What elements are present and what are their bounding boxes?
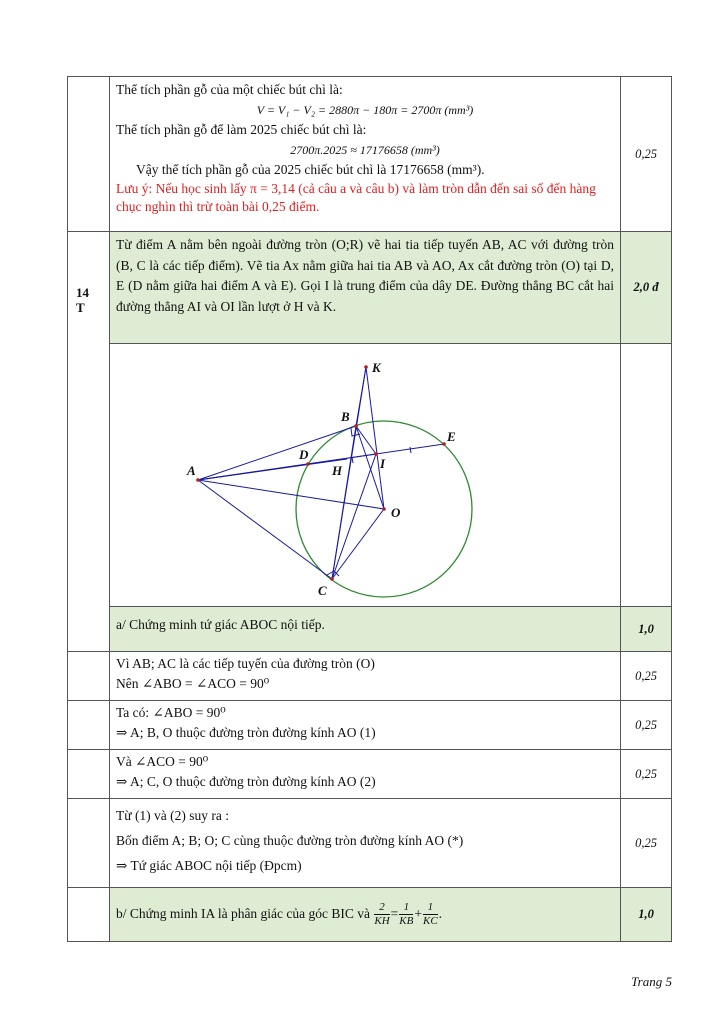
segment-ac: [198, 480, 332, 579]
volume-line2: Thể tích phần gỗ để làm 2025 chiếc bút chì là:: [116, 122, 367, 137]
step-4-line2: Bốn điểm A; B; O; C cùng thuộc đường tròn đường kính AO (*): [116, 833, 464, 848]
tick-di: [352, 457, 353, 463]
point-e: [442, 442, 446, 446]
segment-ok: [366, 367, 384, 509]
step-4-score: 0,25: [621, 799, 672, 888]
step-3-score: 0,25: [621, 750, 672, 799]
label-h: H: [332, 463, 343, 478]
step-3-line1: Và ∠ACO = 90⁰: [116, 754, 209, 769]
part-b-score: 1,0: [621, 888, 672, 942]
part-a-row: [68, 607, 672, 652]
number-cell-empty: [68, 77, 110, 232]
number-cell-empty-2: [68, 701, 110, 750]
point-i: [374, 452, 378, 456]
label-e: E: [447, 429, 456, 444]
volume-row: [68, 77, 672, 232]
part-a-title: a/ Chứng minh tứ giác ABOC nội tiếp.: [116, 617, 325, 632]
fraction-2-kh: $\frac{2}{KH}$: [374, 900, 390, 927]
geometry-figure: [110, 344, 620, 606]
part-b-title: b/ Chứng minh IA là phân giác của góc BIC và $\frac{2}{KH}$ = $\frac{1}{KB}$ + $\frac{1}{KC}$ .: [116, 900, 443, 927]
point-b: [354, 424, 358, 428]
point-k: [364, 365, 368, 369]
label-c: C: [318, 583, 327, 598]
volume-conclusion: Vậy thể tích phần gỗ của 2025 chiếc bút chì là 17176658 (mm³).: [136, 162, 485, 177]
volume-score: 0,25: [621, 77, 672, 232]
figure-row: [68, 344, 672, 607]
step-2-line1: Ta có: ∠ABO = 90⁰: [116, 705, 226, 720]
fraction-1-kc: $\frac{1}{KC}$: [422, 900, 438, 927]
part-a-title-cell: [110, 607, 621, 652]
point-d: [306, 462, 310, 466]
volume-formula2: 2700π.2025 ≈ 17176658 (mm³): [290, 143, 440, 157]
problem-number: 14 T: [68, 232, 110, 652]
label-o: O: [391, 505, 401, 520]
step-1: [110, 652, 621, 701]
step-4-line1: Từ (1) và (2) suy ra :: [116, 808, 230, 823]
label-d: D: [299, 447, 309, 462]
label-i: I: [380, 456, 386, 471]
rounding-note: Lưu ý: Nếu học sinh lấy π = 3,14 (cả câu a và câu b) và làm tròn dẫn đến sai số đến hàng chục nghìn thì trừ toàn bài 0,25 điểm.: [116, 181, 596, 214]
segment-ao: [198, 480, 384, 509]
step-row-4: [68, 799, 672, 888]
point-a: [196, 478, 200, 482]
number-cell-empty-1: [68, 652, 110, 701]
number-cell-empty-5: [68, 888, 110, 942]
step-1-line1: Vì AB; AC là các tiếp tuyến của đường tròn (O): [116, 656, 375, 671]
geometry-svg: [110, 344, 620, 606]
problem-row: [68, 232, 672, 344]
part-a-score: 1,0: [621, 607, 672, 652]
step-3-line2: ⇒ A; C, O thuộc đường tròn đường kính AO (2): [116, 774, 376, 789]
part-b-row: [68, 888, 672, 942]
problem-score: 2,0 đ: [621, 232, 672, 344]
number-cell-empty-3: [68, 750, 110, 799]
volume-formula1: V = V₁ − V₂ = 2880π − 180π = 2700π (mm³): [256, 103, 474, 117]
volume-line1: Thể tích phần gỗ của một chiếc bút chì là:: [116, 82, 343, 97]
point-c: [330, 577, 334, 581]
segment-co: [332, 509, 384, 579]
step-2-score: 0,25: [621, 701, 672, 750]
step-4-line3: ⇒ Tứ giác ABOC nội tiếp (Đpcm): [116, 858, 302, 873]
step-row-2: [68, 701, 672, 750]
step-2-line2: ⇒ A; B, O thuộc đường tròn đường kính AO (1): [116, 725, 376, 740]
label-k: K: [372, 360, 381, 375]
label-b: B: [341, 409, 350, 424]
point-o: [382, 507, 386, 511]
step-row-3: [68, 750, 672, 799]
point-markers: [196, 365, 446, 581]
step-2: [110, 701, 621, 750]
problem-statement: Từ điểm A nằm bên ngoài đường tròn (O;R) vẽ hai tia tiếp tuyến AB, AC với đường tròn (B, C là các tiếp điểm). Vẽ tia Ax nằm giữa hai tia AB và AO, Ax cắt đường tròn (O) tại D, E (D nằm giữa hai điểm A và E). Gọi I là trung điểm của dây DE. Đường thẳng BC cắt hai đường thẳng AI và OI lần lượt ở H và K.: [116, 237, 614, 314]
step-1-score: 0,25: [621, 652, 672, 701]
part-b-title-cell: [110, 888, 621, 942]
step-1-line2: Nên ∠ABO = ∠ACO = 90⁰: [116, 676, 270, 691]
step-4: [110, 799, 621, 888]
number-cell-empty-4: [68, 799, 110, 888]
figure-cell: [110, 344, 621, 607]
problem-statement-cell: [110, 232, 621, 344]
fraction-1-kb: $\frac{1}{KB}$: [399, 900, 414, 927]
volume-content: [110, 77, 621, 232]
segment-bi: [356, 426, 376, 454]
label-a: A: [187, 463, 196, 478]
step-3: [110, 750, 621, 799]
figure-score-empty: [621, 344, 672, 607]
step-row-1: [68, 652, 672, 701]
page-number: Trang 5: [631, 974, 672, 989]
tick-ie: [410, 447, 411, 453]
answer-table: [67, 76, 672, 942]
